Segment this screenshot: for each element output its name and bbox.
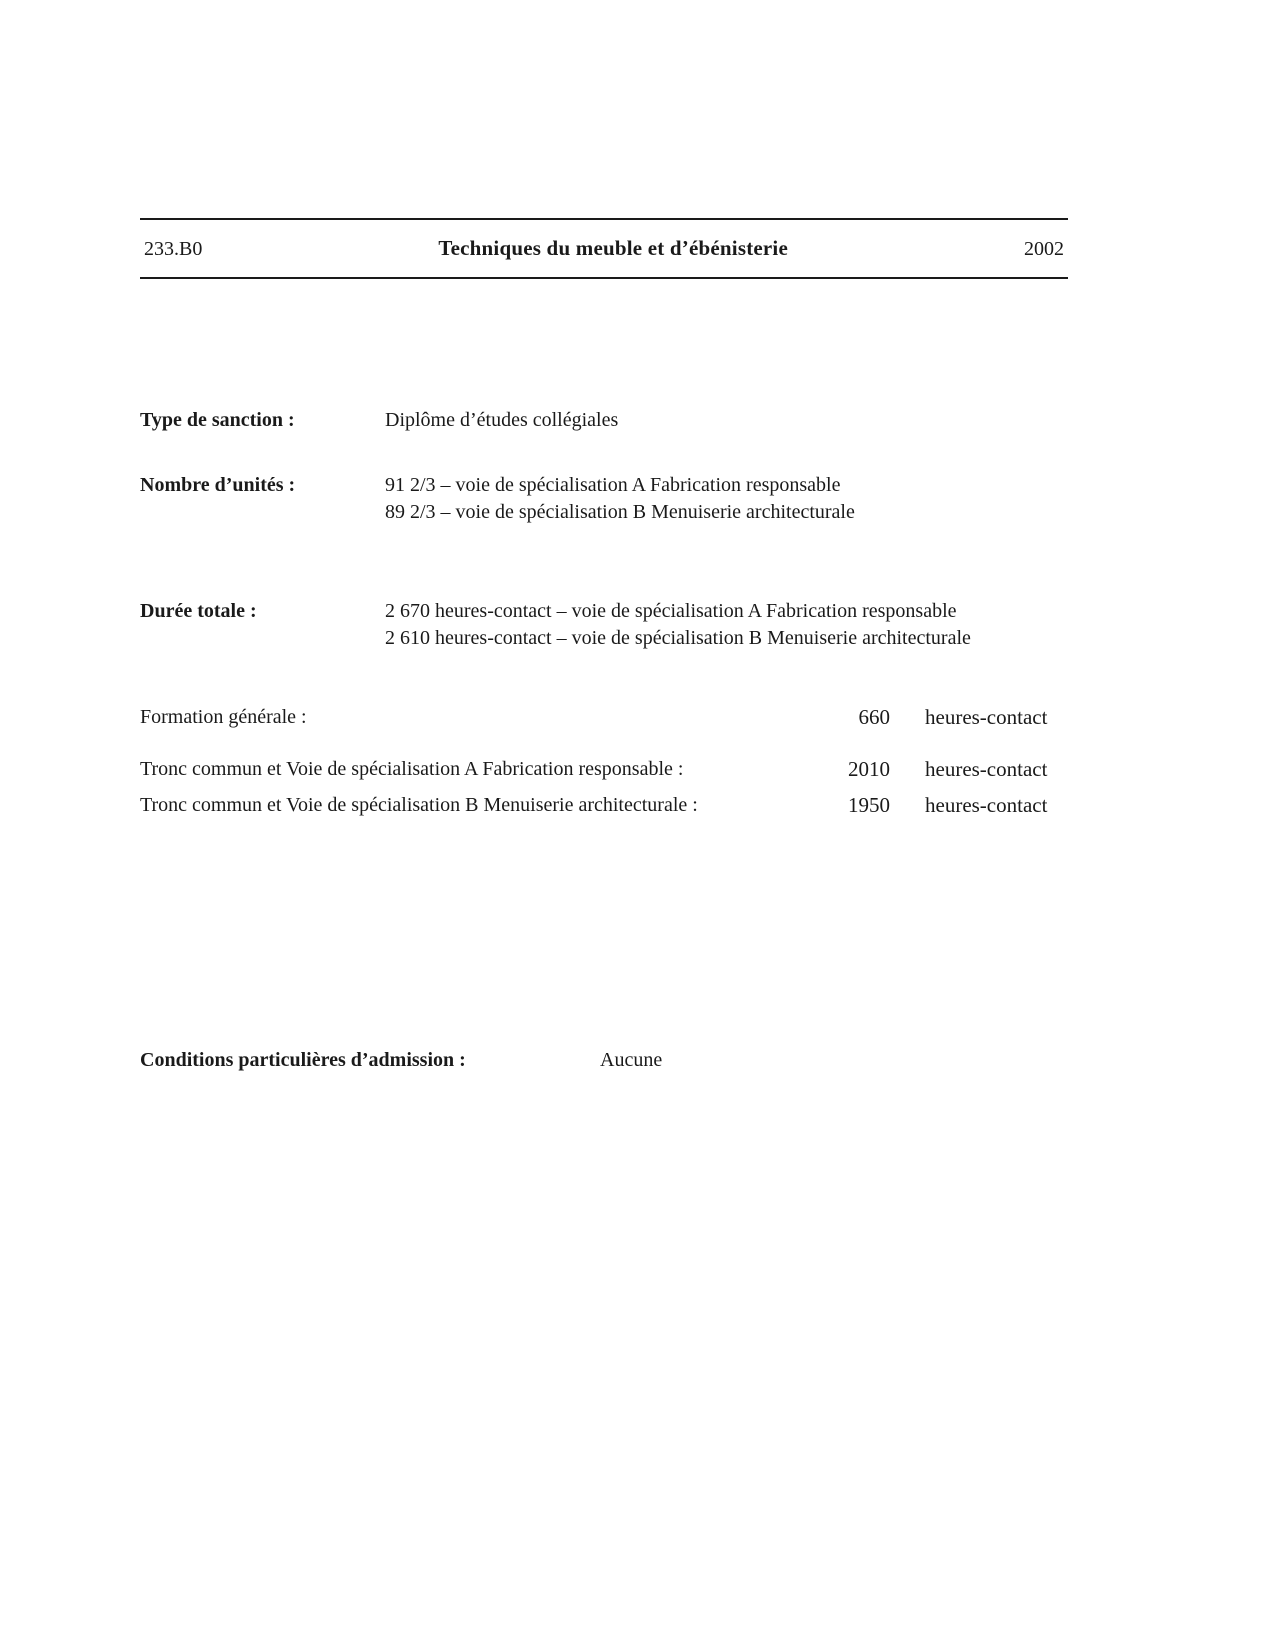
program-code: 233.B0: [144, 238, 203, 260]
hours-unit: heures-contact: [925, 705, 1048, 729]
field-label: Type de sanction :: [140, 409, 295, 431]
hours-value: 660: [858, 705, 890, 729]
page-header: [140, 218, 1068, 279]
field-value-line: 2 670 heures-contact – voie de spécialisation A Fabrication responsable: [385, 600, 957, 622]
hours-unit: heures-contact: [925, 793, 1048, 817]
hours-row-tronc-commun-a: [140, 756, 1068, 783]
field-label: Nombre d’unités :: [140, 474, 296, 496]
field-type-de-sanction: [140, 407, 1068, 434]
field-value-line: 89 2/3 – voie de spécialisation B Menuiserie architecturale: [385, 501, 855, 523]
field-value: Aucune: [600, 1049, 663, 1071]
page-title: Techniques du meuble et d’ébénisterie: [438, 236, 788, 260]
field-value-line: 91 2/3 – voie de spécialisation A Fabrication responsable: [385, 474, 841, 496]
page-year: 2002: [1023, 238, 1064, 260]
hours-unit: heures-contact: [925, 757, 1048, 781]
field-label: Durée totale :: [140, 600, 257, 622]
hours-row-formation-generale: [140, 704, 1068, 731]
field-nombre-unites: [140, 472, 1068, 526]
field-duree-totale: [140, 598, 1068, 652]
hours-row-tronc-commun-b: [140, 792, 1068, 819]
field-value-line: 2 610 heures-contact – voie de spécialisation B Menuiserie architecturale: [385, 627, 971, 649]
hours-value: 1950: [848, 793, 890, 817]
hours-breakdown: [140, 704, 1068, 819]
field-label: Conditions particulières d’admission :: [140, 1049, 466, 1071]
field-conditions-admission: [140, 1047, 1068, 1074]
field-value: [385, 472, 1068, 526]
field-value: [385, 598, 1068, 652]
document-content: [140, 218, 1068, 1074]
field-value: Diplôme d’études collégiales: [385, 409, 619, 431]
hours-value: 2010: [848, 757, 890, 781]
hours-label: Formation générale :: [140, 706, 307, 728]
hours-label: Tronc commun et Voie de spécialisation A Fabrication responsable :: [140, 758, 684, 780]
hours-label: Tronc commun et Voie de spécialisation B Menuiserie architecturale :: [140, 794, 698, 816]
